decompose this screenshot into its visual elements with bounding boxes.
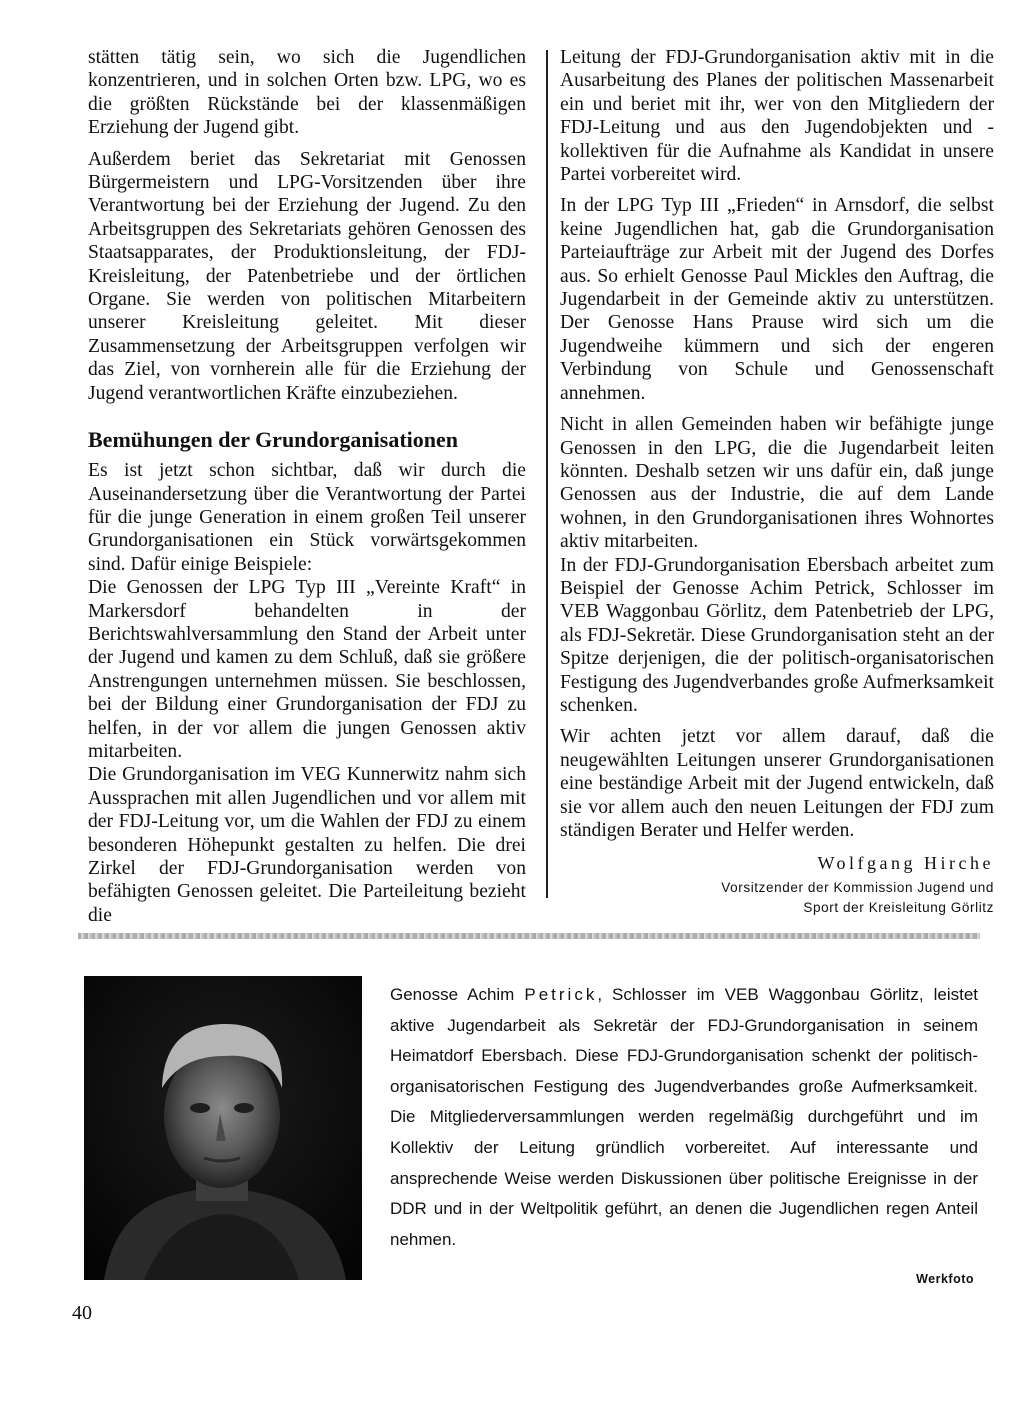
paragraph: Es ist jetzt schon sichtbar, daß wir durch die Auseinandersetzung über die Verantwortung der Partei für die junge Generation in einem großen Teil unserer Grundorganisationen ein Stück vorwärtsgekommen sind. Dafür einige Beispiele: — [88, 460, 526, 575]
photo-credit: Werkfoto — [916, 1272, 974, 1286]
left-column — [88, 46, 526, 927]
page-number: 40 — [72, 1302, 92, 1324]
horizontal-separator — [78, 933, 980, 939]
paragraph: Die Genossen der LPG Typ III „Vereinte Kraft“ in Markersdorf behandelten in der Berichtswahlversammlung den Stand der Arbeit unter der Jugend und kamen zu dem Schluß, daß sie größere Anstrengungen unternehmen müssen. Sie beschlossen, bei der Bildung einer Grundorganisation der FDJ zu helfen, in der vor allem die jungen Genossen aktiv mitarbeiten. — [88, 577, 526, 762]
paragraph: In der FDJ-Grundorganisation Ebersbach arbeitet zum Beispiel der Genosse Achim Petrick, Schlosser im VEB Waggonbau Görlitz, dem Patenbetrieb der LPG, als FDJ-Sekretär. Diese Grundorganisation steht an der Spitze derjenigen, die der politisch-organisatorischen Festigung des Jugendverbandes große Aufmerksamkeit schenken. — [560, 554, 994, 716]
caption-text: , Schlosser im VEB Waggonbau Görlitz, leistet aktive Jugendarbeit als Sekretär der FDJ-Grundorganisation in seinem Heimatdorf Ebersbach. Diese FDJ-Grundorganisation schenkt der politisch-organisatorischen Festigung des Jugendverbandes große Aufmerksamkeit. Die Mitgliederversammlungen werden regelmäßig durchgeführt und im Kollektiv der Leitung gründlich vorbereitet. Auf interessante und ansprechende Weise werden Diskussionen über politische Ereignisse in der DDR und in der Weltpolitik geführt, an denen die Jugendlichen regen Anteil nehmen. — [390, 985, 978, 1249]
paragraph: Nicht in allen Gemeinden haben wir befähigte junge Genossen in den LPG, die die Jugendarbeit leiten könnten. Deshalb setzen wir uns dafür ein, daß junge Genossen aus der Industrie, die auf dem Lande wohnen, in den Grundorganisationen ihres Wohnortes aktiv mitarbeiten. — [560, 414, 994, 553]
caption-person-name: Petrick — [524, 985, 598, 1004]
paragraph: Wir achten jetzt vor allem darauf, daß die neugewählten Leitungen unserer Grundorganisationen eine beständige Arbeit mit der Jugend entwickeln, daß sie vor allem auch den neuen Leitungen der FDJ zum ständigen Berater und Helfer werden. — [560, 726, 994, 841]
photo-caption — [390, 980, 978, 1255]
author-role-line: Sport der Kreisleitung Görlitz — [803, 899, 994, 915]
portrait-illustration — [84, 976, 362, 1280]
caption-prefix: Genosse Achim — [390, 985, 525, 1004]
column-divider — [546, 50, 548, 898]
section-heading: Bemühungen der Grundorganisationen — [88, 427, 459, 453]
paragraph: stätten tätig sein, wo sich die Jugendlichen konzentrieren, und in solchen Orten bzw. LPG, wo es die größten Rückstände bei der klassenmäßigen Erziehung der Jugend gibt. — [88, 47, 526, 139]
paragraph: Leitung der FDJ-Grundorganisation aktiv mit in die Ausarbeitung des Planes der politischen Massenarbeit ein und beriet mit ihr, wer von den Mitgliedern der FDJ-Leitung und aus den Jugendobjekten und -kollektiven für die Aufnahme als Kandidat in unsere Partei vorbereitet wird. — [560, 47, 994, 186]
paragraph: Die Grundorganisation im VEG Kunnerwitz nahm sich Aussprachen mit allen Jugendlichen und vor allem mit der FDJ-Leitung vor, um die Wahlen der FDJ zu einem besonderen Höhepunkt gestalten zu helfen. Die drei Zirkel der FDJ-Grundorganisation werden von befähigten Genossen geleitet. Die Parteileitung bezieht die — [88, 764, 526, 926]
right-column — [560, 46, 994, 918]
paragraph: In der LPG Typ III „Frieden“ in Arnsdorf, die selbst keine Jugendlichen hat, gab die Grundorganisation Parteiaufträge zur Arbeit mit der Jugend des Dorfes aus. So erhielt Genosse Paul Mickles den Auftrag, die Jugendarbeit in der Gemeinde aktiv zu unterstützen. Der Genosse Hans Prause wird sich um die Jugendweihe kümmern und sich der engeren Verbindung von Schule und Genossenschaft annehmen. — [560, 195, 994, 404]
author-name: Wolfgang Hirche — [817, 853, 994, 874]
portrait-photo — [84, 976, 362, 1280]
paragraph: Außerdem beriet das Sekretariat mit Genossen Bürgermeistern und LPG-Vorsitzenden über ihre Verantwortung bei der Erziehung der Jugend. Zu den Arbeitsgruppen des Sekretariats gehören Genossen des Staatsapparates, der Produktionsleitung, der FDJ-Kreisleitung, der Patenbetriebe und der örtlichen Organe. Sie werden von politischen Mitarbeitern unserer Kreisleitung geleitet. Mit dieser Zusammensetzung der Arbeitsgruppen verfolgen wir das Ziel, von vornherein alle für die Erziehung der Jugend verantwortlichen Kräfte einzubeziehen. — [88, 148, 526, 404]
author-role-line: Vorsitzender der Kommission Jugend und — [721, 879, 994, 895]
